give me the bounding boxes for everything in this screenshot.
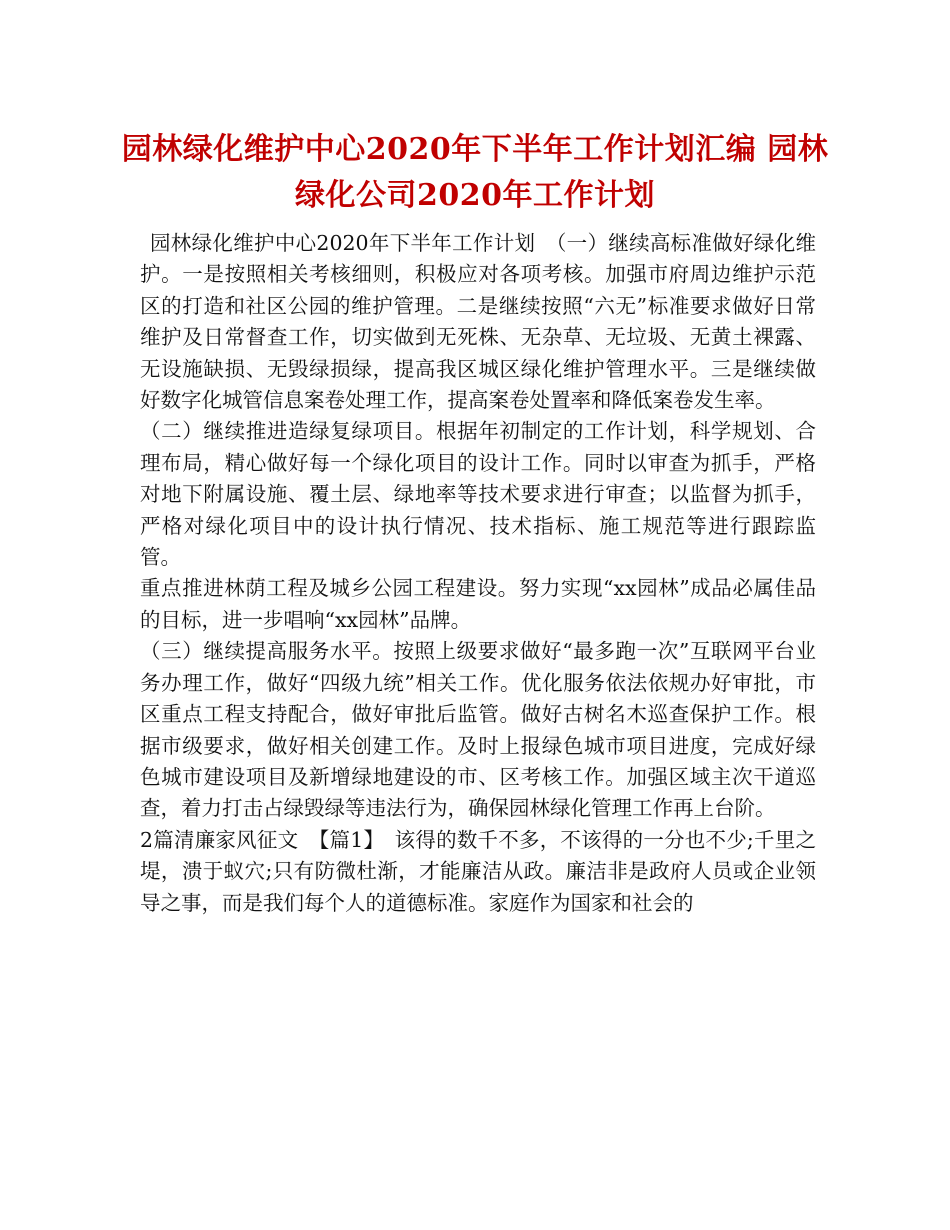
- paragraph-park-construction: 重点推进林荫工程及城乡公园工程建设。努力实现“xx园林”成品必属佳品的目标，进一步唱响“xx园林”品牌。: [140, 576, 816, 632]
- document-body: [140, 228, 816, 919]
- paragraph-clean-family-essay: 2篇清廉家风征文 【篇1】 该得的数千不多，不该得的一分也不少;千里之堤，溃于蚁穴;只有防微杜渐，才能廉洁从政。廉洁非是政府人员或企业领导之事，而是我们每个人的道德标准。家庭作为国家和社会的: [140, 827, 816, 915]
- paragraph-service-level: （三）继续提高服务水平。按照上级要求做好“最多跑一次”互联网平台业务办理工作，做好“四级九统”相关工作。优化服务依法依规办好审批，市区重点工程支持配合，做好审批后监管。做好古树名木巡查保护工作。根据市级要求，做好相关创建工作。及时上报绿色城市项目进度，完成好绿色城市建设项目及新增绿地建设的市、区考核工作。加强区域主次干道巡查，着力打击占绿毁绿等违法行为，确保园林绿化管理工作再上台阶。: [140, 639, 816, 821]
- paragraph-green-maintenance: 园林绿化维护中心2020年下半年工作计划 （一）继续高标准做好绿化维护。一是按照相关考核细则，积极应对各项考核。加强市府周边维护示范区的打造和社区公园的维护管理。二是继续按照“六无”标准要求做好日常维护及日常督查工作，切实做到无死株、无杂草、无垃圾、无黄土裸露、无设施缺损、无毁绿损绿，提高我区城区绿化维护管理水平。三是继续做好数字化城管信息案卷处理工作，提高案卷处置率和降低案卷发生率。: [140, 231, 816, 413]
- paragraph-greening-projects: （二）继续推进造绿复绿项目。根据年初制定的工作计划，科学规划、合理布局，精心做好每一个绿化项目的设计工作。同时以审查为抓手，严格对地下附属设施、覆土层、绿地率等技术要求进行审查；以监督为抓手，严格对绿化项目中的设计执行情况、技术指标、施工规范等进行跟踪监管。: [140, 419, 816, 570]
- document-title: 园林绿化维护中心2020年下半年工作计划汇编 园林绿化公司2020年工作计划: [121, 132, 829, 213]
